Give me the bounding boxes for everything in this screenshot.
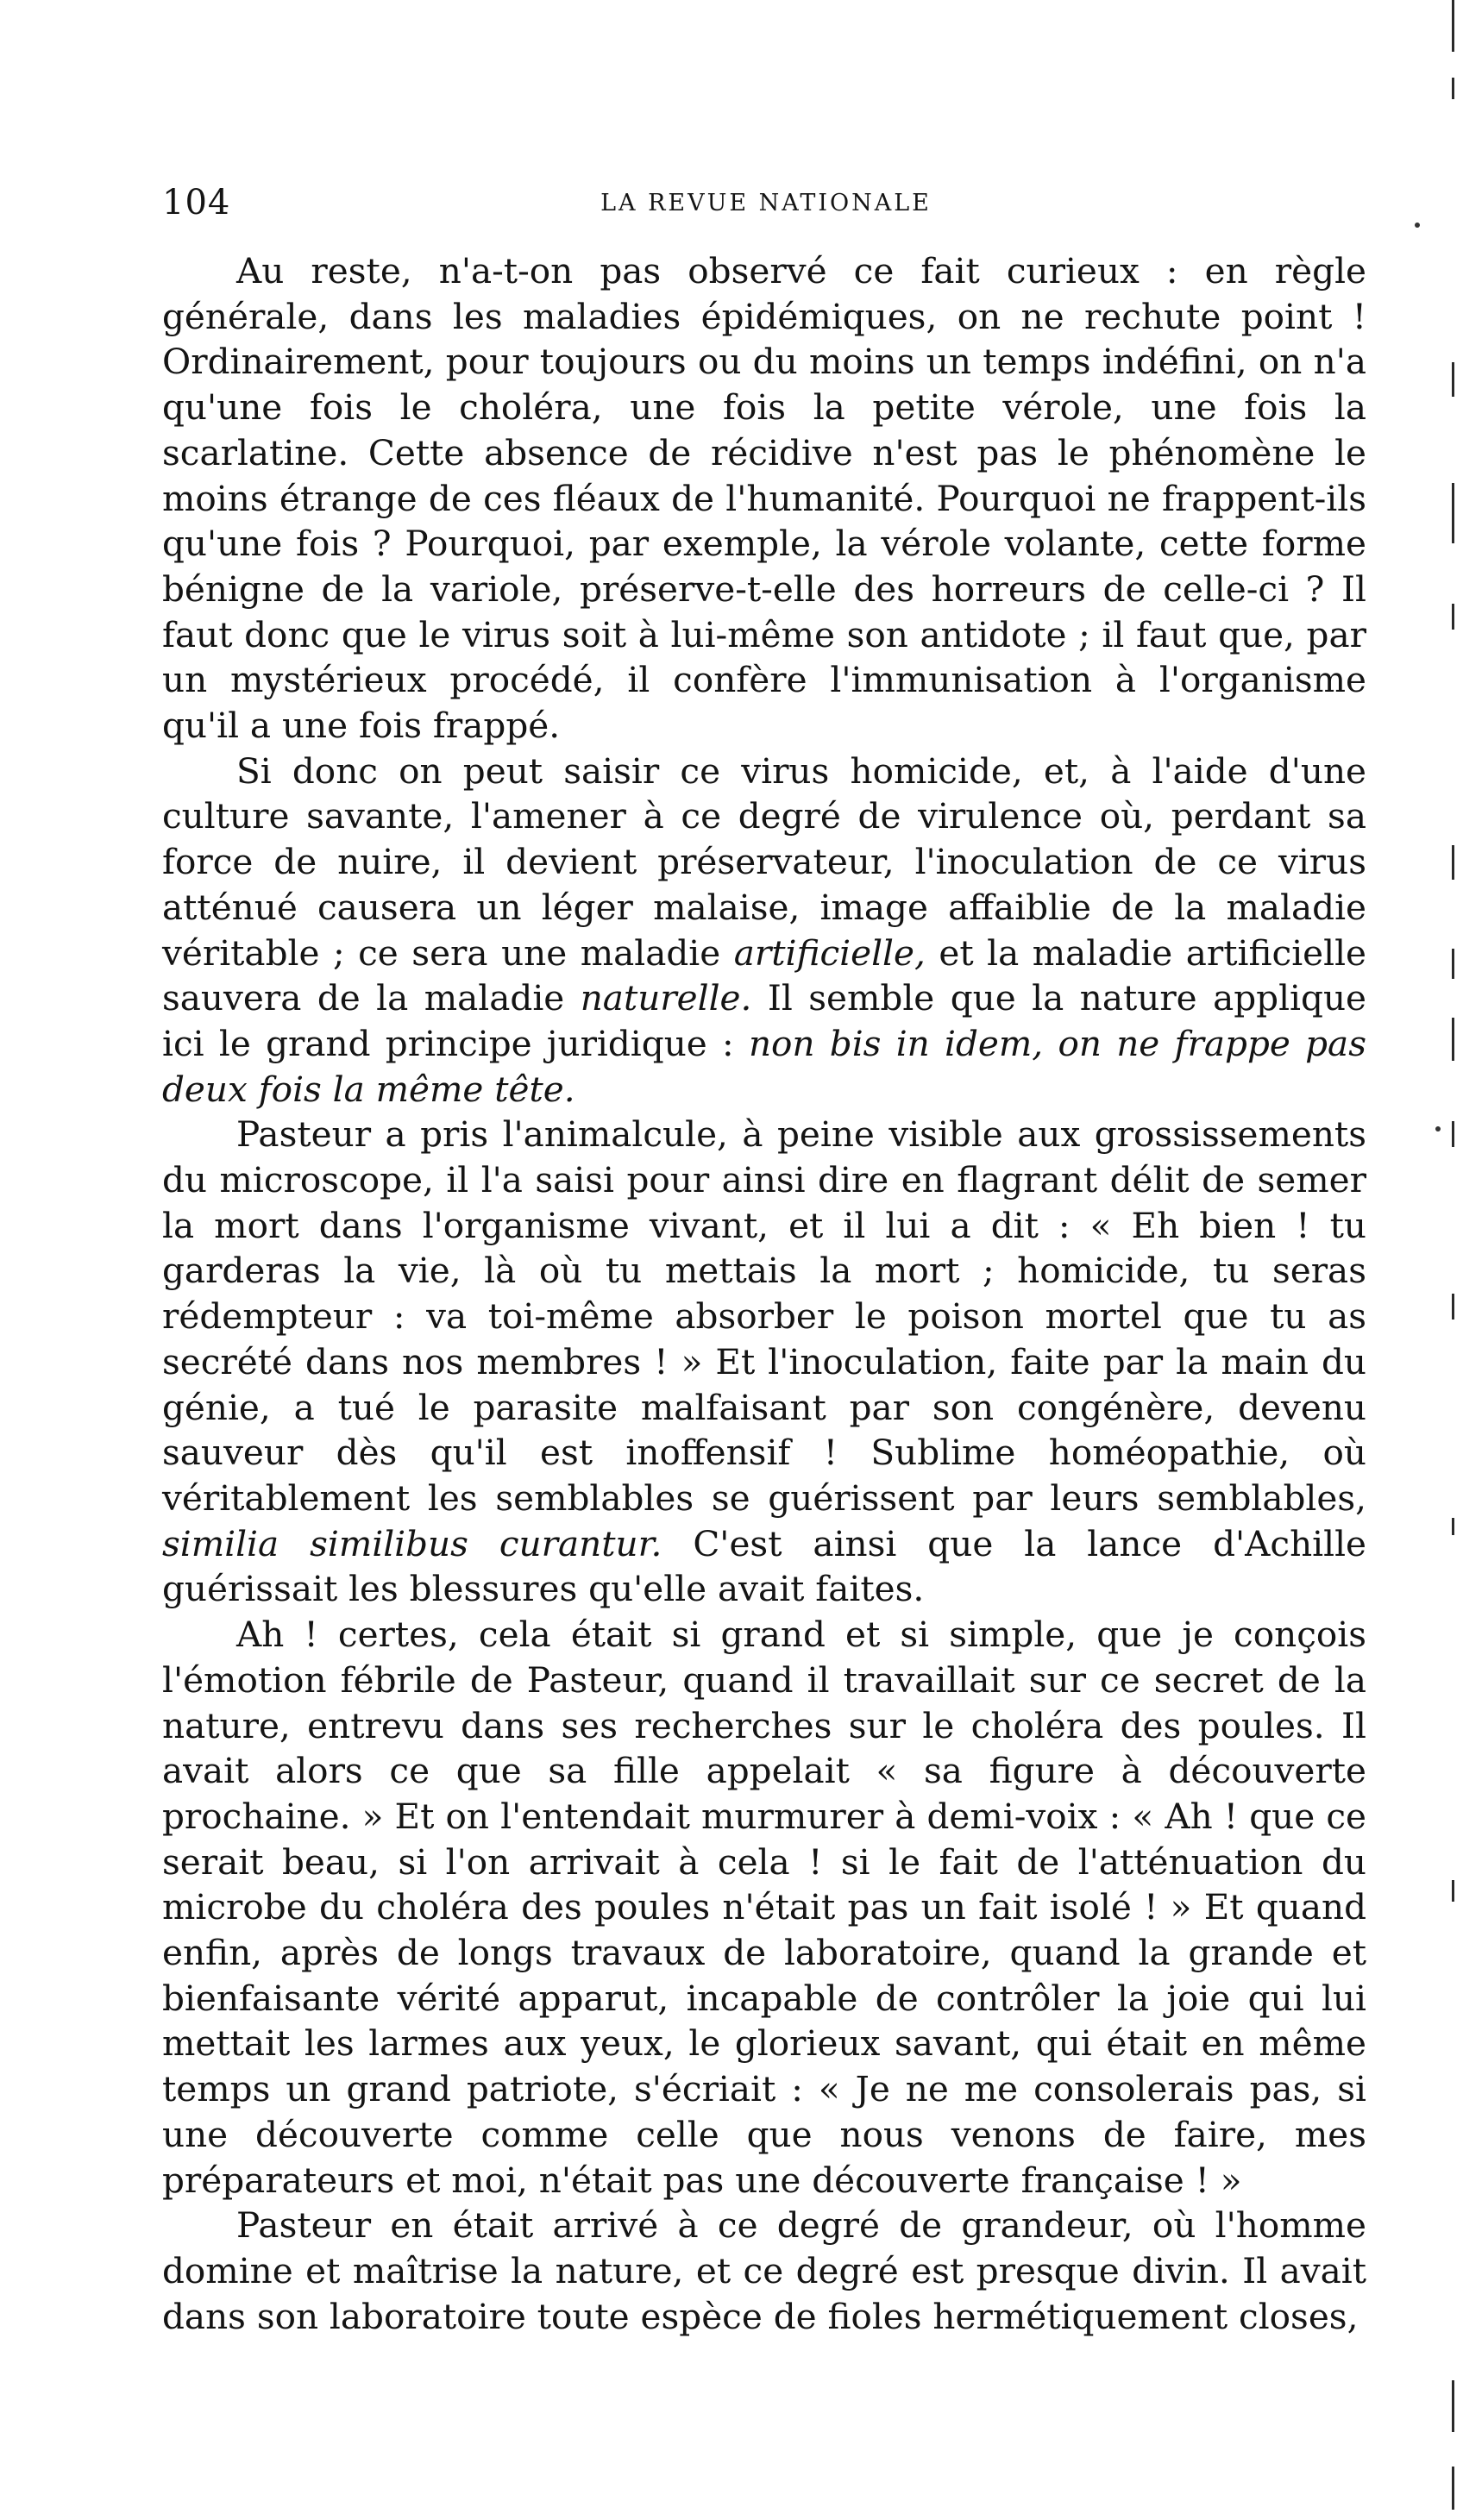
text-segment: Au reste, n'a-t-on pas observé ce fait curieux : en règle générale, dans les maladies épidémiques, on ne rechute point ! Ordinairement, pour toujours ou du moins un temps indéfini, on n'a qu'une fois le choléra, une fois la petite vérole, une fois la scarlatine. Cette absence de récidive n'est pas le phénomène le moins étrange de ces fléaux de l'humanité. Pourquoi ne frappent-ils qu'une fois ? Pourquoi, par exemple, la vérole volante, cette forme bénigne de la variole, préserve-t-elle des horreurs de celle-ci ? Il faut donc que le virus soit à lui-même son antidote ; il faut que, par un mystérieux procédé, il confère l'immunisation à l'organisme qu'il a une fois frappé. — [162, 250, 1366, 747]
scan-edge-line — [1452, 949, 1454, 979]
text-segment: Pasteur en était arrivé à ce degré de grandeur, où l'homme domine et maîtrise la nature, et ce degré est presque divin. Il avait dans son laboratoire toute espèce de fioles hermétiquement closes, — [162, 2204, 1366, 2337]
italic-latin-similia: similia similibus curantur. — [162, 1522, 662, 1564]
scan-edge-line — [1452, 0, 1454, 52]
text-segment: Pasteur a pris l'animalcule, à peine visible aux grossissements du microscope, il l'a saisi pour ainsi dire en flagrant délit de semer la mort dans l'organisme vivant, et il lui a dit : « Eh bien ! tu garderas la vie, là où tu mettais la mort ; homicide, tu seras rédempteur : va toi-même absorber le poison mortel que tu as secrété dans nos membres ! » Et l'inoculation, faite par la main du génie, a tué le parasite malfaisant par son congénère, devenu sauveur dès qu'il est inoffensif ! Sublime homéopathie, où véritablement les semblables se guérissent par leurs semblables, — [162, 1113, 1366, 1519]
paragraph-4 — [162, 1612, 1366, 2203]
scan-speck — [1435, 1126, 1441, 1131]
scan-edge-line — [1452, 2467, 1454, 2510]
scan-edge-line — [1452, 2380, 1454, 2432]
scan-edge-line — [1452, 1880, 1454, 1902]
scan-edge-line — [1452, 1294, 1454, 1320]
scan-edge-line — [1452, 483, 1454, 543]
scan-edge-line — [1452, 1018, 1454, 1061]
running-title: LA REVUE NATIONALE — [600, 190, 932, 216]
paragraph-5 — [162, 2203, 1366, 2339]
text-segment: C'est ainsi que la lance d'Achille guérissait les blessures qu'elle avait faites. — [162, 1522, 1366, 1610]
scan-edge-marks — [1446, 0, 1463, 2520]
page-number: 104 — [162, 183, 231, 223]
scan-edge-line — [1452, 1121, 1454, 1147]
page-header — [162, 177, 1370, 229]
italic-term-artificielle: artificielle, — [733, 931, 926, 974]
scan-speck — [1415, 223, 1420, 228]
scan-edge-line — [1452, 604, 1454, 630]
scan-edge-line — [1452, 78, 1454, 99]
italic-term-naturelle: naturelle. — [580, 977, 752, 1019]
text-segment: Il semble que la nature applique ici le grand principe juridique : — [162, 977, 1366, 1064]
paragraph-1 — [162, 248, 1366, 749]
text-segment: Ah ! certes, cela était si grand et si simple, que je conçois l'émotion fébrile de Pasteur, quand il travaillait sur ce secret de la nature, entrevu dans ses recherches sur le choléra des poules. Il avait alors ce que sa fille appelait « sa figure à découverte prochaine. » Et on l'entendait murmurer à demi-voix : « Ah ! que ce serait beau, si l'on arrivait à cela ! si le fait de l'atténuation du microbe du choléra des poules n'était pas un fait isolé ! » Et quand enfin, après de longs travaux de laboratoire, quand la grande et bienfaisante vérité apparut, incapable de contrôler la joie qui lui mettait les larmes aux yeux, le glorieux savant, qui était en même temps un grand patriote, s'écriait : « Je ne me consolerais pas, si une découverte comme celle que nous venons de faire, mes préparateurs et moi, n'était pas une découverte française ! » — [162, 1614, 1366, 2201]
scan-edge-line — [1452, 1518, 1454, 1535]
text-segment: et la maladie artificielle sauvera de la maladie — [162, 931, 1366, 1019]
text-segment: Si donc on peut saisir ce virus homicide, et, à l'aide d'une culture savante, l'amener à ce degré de virulence où, perdant sa force de nuire, il devient préservateur, l'inoculation de ce virus atténué causera un léger malaise, image affaiblie de la maladie véritable ; ce sera une maladie — [162, 749, 1366, 974]
italic-latin-maxim: non bis in idem, on ne frappe pas deux fois la même tête. — [162, 1022, 1366, 1110]
scan-edge-line — [1452, 362, 1454, 397]
paragraph-2 — [162, 749, 1366, 1113]
scan-edge-line — [1452, 845, 1454, 880]
body-text — [162, 248, 1366, 2339]
paragraph-3 — [162, 1112, 1366, 1612]
